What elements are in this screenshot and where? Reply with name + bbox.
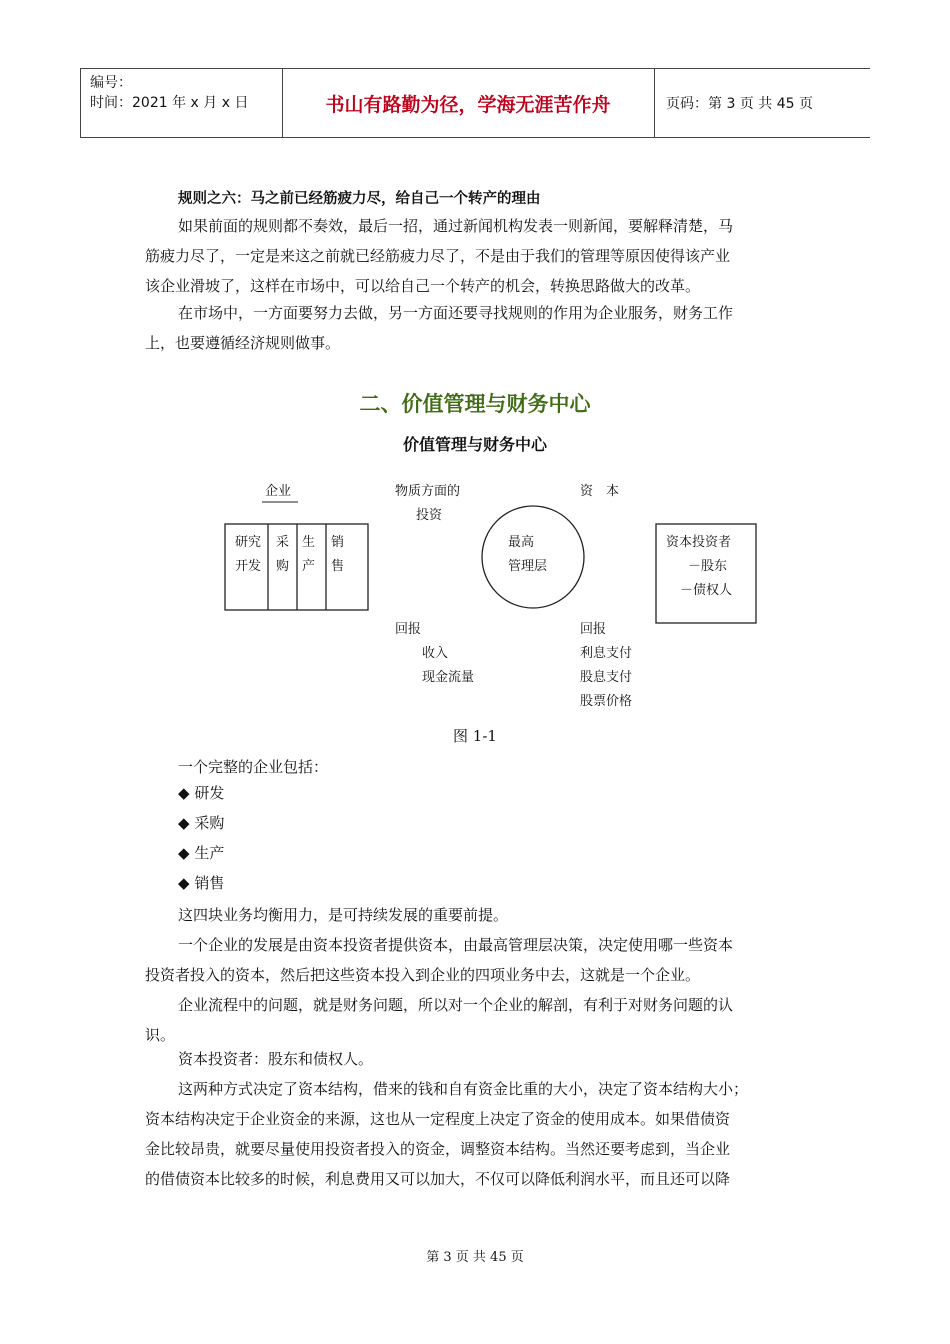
- bullet-icon: ◆: [178, 844, 190, 862]
- management-l1: 最高: [508, 535, 535, 550]
- return-right: 回报: [580, 622, 607, 637]
- bullet-item: [178, 842, 224, 863]
- investors-title: 资本投资者: [666, 535, 732, 550]
- text-line: 投资者投入的资本，然后把这些资本投入到企业的四项业务中去，这就是一个企业。: [145, 966, 701, 984]
- bullet-item: [178, 872, 224, 893]
- dept-sales-l1: 销: [331, 535, 345, 550]
- text-line: 识。: [145, 1026, 176, 1044]
- interest-label: 利息支付: [580, 646, 633, 661]
- text-line: 该企业滑坡了，这样在市场中，可以给自己一个转产的机会，转换思路做大的改革。: [145, 277, 701, 295]
- bullet-text: 销售: [194, 874, 225, 892]
- return-left: 回报: [395, 622, 422, 637]
- text-line: 金比较昂贵，就要尽量使用投资者投入的资金，调整资本结构。当然还要考虑到，当企业: [145, 1140, 731, 1158]
- bullet-icon: ◆: [178, 784, 190, 802]
- dividend-label: 股息支付: [580, 670, 633, 685]
- dept-sales-l2: 售: [331, 559, 345, 574]
- page-footer: 第 3 页 共 45 页: [426, 1250, 524, 1265]
- dept-production-l2: 产: [302, 559, 316, 574]
- investors-shareholders: －股东: [688, 559, 728, 574]
- paragraph-development: [145, 930, 810, 990]
- text-line: 的借债资本比较多的时候，利息费用又可以加大，不仅可以降低利润水平，而且还可以降: [145, 1170, 731, 1188]
- intro-line: 一个完整的企业包括：: [178, 758, 329, 776]
- cashflow-label: 现金流量: [422, 670, 475, 685]
- dept-production-l1: 生: [302, 535, 316, 550]
- text-line: 这两种方式决定了资本结构，借来的钱和自有资金比重的大小，决定了资本结构大小；: [178, 1080, 749, 1098]
- paragraph-structure: [145, 1074, 810, 1194]
- bullet-icon: ◆: [178, 874, 190, 892]
- text-line: 上，也要遵循经济规则做事。: [145, 334, 341, 352]
- text-line: 在市场中，一方面要努力去做，另一方面还要寻找规则的作用为企业服务，财务工作: [178, 304, 734, 322]
- paragraph-balance: 这四块业务均衡用力，是可持续发展的重要前提。: [178, 906, 509, 924]
- management-l2: 管理层: [508, 559, 548, 574]
- text-line: 企业流程中的问题，就是财务问题，所以对一个企业的解剖，有利于对财务问题的认: [178, 996, 734, 1014]
- capital-label: 资 本: [580, 484, 620, 499]
- bullet-icon: ◆: [178, 814, 190, 832]
- text-line: 如果前面的规则都不奏效，最后一招，通过新闻机构发表一则新闻，要解释清楚，马: [178, 217, 734, 235]
- section-title: 二、价值管理与财务中心: [359, 392, 591, 416]
- bullet-text: 研发: [194, 784, 225, 802]
- bullet-item: [178, 812, 224, 833]
- header-motto: 书山有路勤为径，学海无涯苦作舟: [325, 93, 611, 116]
- paragraph-investor: 资本投资者：股东和债权人。: [178, 1050, 374, 1068]
- figure-caption: 图 1-1: [453, 727, 497, 745]
- enterprise-label: 企业: [265, 484, 292, 499]
- figure-title: 价值管理与财务中心: [402, 435, 547, 454]
- bullet-text: 采购: [194, 814, 225, 832]
- dept-purchase-l2: 购: [276, 559, 290, 574]
- dept-purchase-l1: 采: [276, 535, 290, 550]
- dept-rnd-l2: 开发: [235, 559, 262, 574]
- income-label: 收入: [422, 646, 449, 661]
- page-code: 页码：第 3 页 共 45 页: [666, 96, 813, 112]
- number-label: 编号：: [90, 75, 132, 91]
- investors-creditors: －债权人: [680, 583, 733, 598]
- dept-rnd-l1: 研究: [235, 535, 262, 550]
- text-line: 筋疲力尽了，一定是来这之前就已经筋疲力尽了，不是由于我们的管理等原因使得该产业: [145, 247, 731, 265]
- text-line: 资本结构决定于企业资金的来源，这也从一定程度上决定了资金的使用成本。如果借债资: [145, 1110, 731, 1128]
- material-invest-line2: 投资: [416, 508, 443, 523]
- rule6-heading: 规则之六：马之前已经筋疲力尽，给自己一个转产的理由: [178, 191, 541, 207]
- text-line: 一个企业的发展是由资本投资者提供资本，由最高管理层决策，决定使用哪一些资本: [178, 936, 734, 954]
- material-invest-line1: 物质方面的: [395, 484, 461, 499]
- time-label: 时间：2021 年 x 月 x 日: [90, 95, 249, 111]
- bullet-text: 生产: [194, 844, 225, 862]
- paragraph-flow: [145, 990, 810, 1050]
- bullet-item: [178, 782, 224, 803]
- stock-price-label: 股票价格: [580, 694, 633, 709]
